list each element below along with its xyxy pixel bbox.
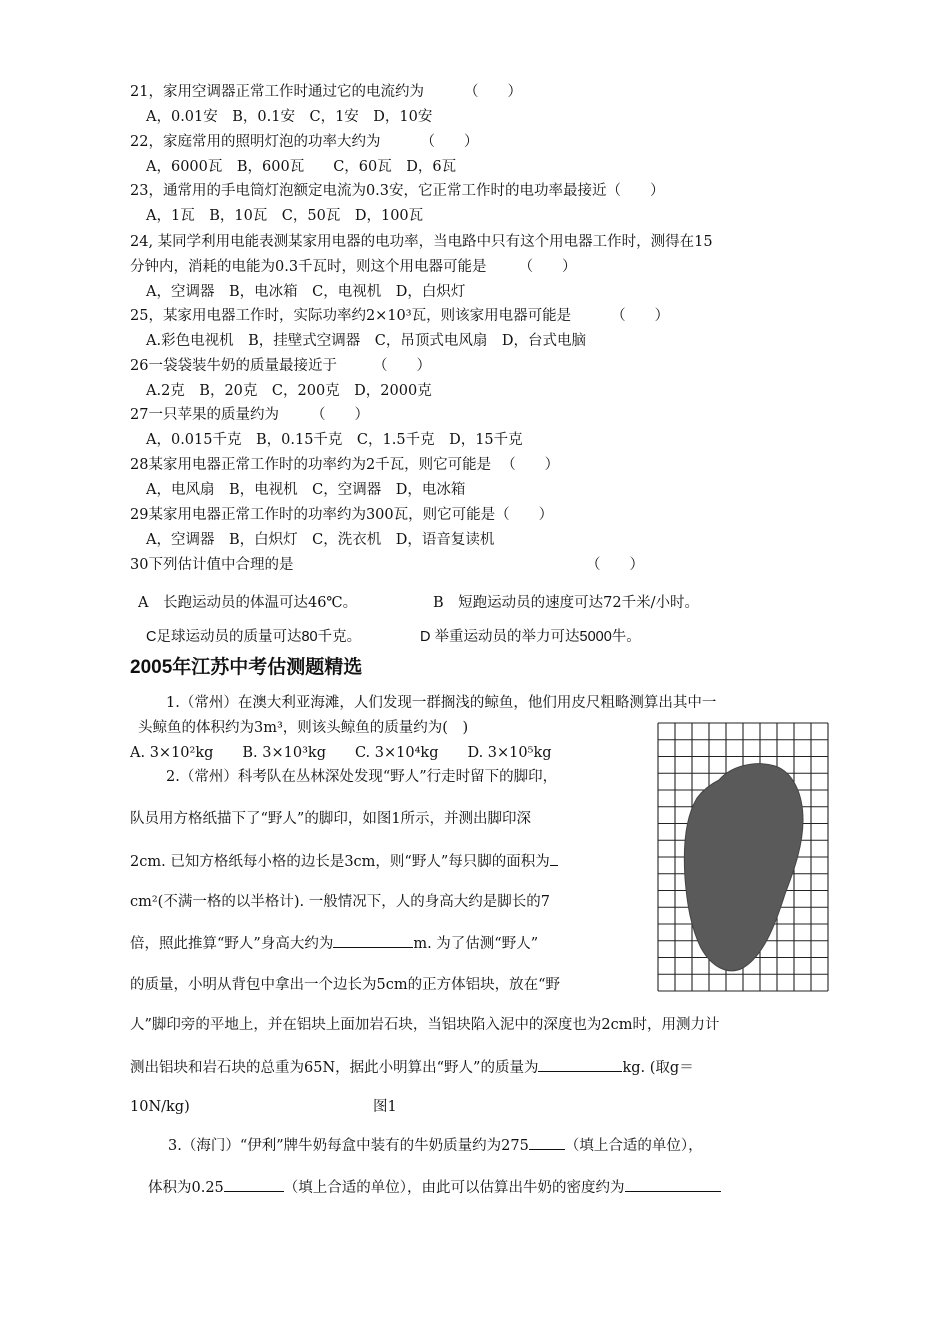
section-title: 2005年江苏中考估测题精选 — [130, 657, 363, 678]
p2-line9: 10N/kg) — [130, 1099, 190, 1115]
q22-stem: 22，家庭常用的照明灯泡的功率大约为 （ ） — [130, 134, 479, 150]
p2-line3: 2cm. 已知方格纸每小格的边长是3cm，则“野人”每只脚的面积为 — [130, 851, 558, 872]
footprint-grid-figure — [657, 722, 829, 992]
answer-paren: （ ） — [310, 407, 369, 423]
q26-stem: 26一袋袋装牛奶的质量最接近于 （ ） — [130, 358, 431, 374]
q26-options: A.2克 B，20克 C，200克 D，2000克 — [146, 383, 432, 399]
q30-option-d: D 举重运动员的举力可达5000牛。 — [420, 629, 641, 645]
p2-line5: 倍，照此推算“野人”身高大约为 m. 为了估测“野人” — [130, 933, 538, 954]
q21-options: A，0.01安 B，0.1安 C，1安 D，10安 — [146, 109, 433, 125]
q24-stem-line2: 分钟内，消耗的电能为0.3千瓦时，则这个用电器可能是 （ ） — [130, 259, 577, 275]
answer-blank[interactable] — [625, 1177, 721, 1192]
q24-options: A，空调器 B，电冰箱 C，电视机 D，白炽灯 — [146, 284, 466, 300]
q28-options: A，电风扇 B，电视机 C，空调器 D，电冰箱 — [146, 482, 466, 498]
p3-line2: 体积为0.25 （填上合适的单位），由此可以估算出牛奶的密度约为 — [148, 1177, 721, 1198]
q28-stem: 28某家用电器正常工作时的功率约为2千瓦，则它可能是 （ ） — [130, 457, 560, 473]
p2-line6: 的质量，小明从背包中拿出一个边长为5cm的正方体铝块，放在“野 — [130, 977, 561, 993]
q22-options: A，6000瓦 B，600瓦 C，60瓦 D，6瓦 — [146, 159, 457, 175]
p2-line1: 2.（常州）科考队在丛林深处发现“野人”行走时留下的脚印， — [166, 769, 558, 785]
answer-paren: （ ） — [463, 84, 522, 100]
answer-paren: （ ） — [420, 134, 479, 150]
q23-options: A，1瓦 B，10瓦 C，50瓦 D，100瓦 — [146, 208, 424, 224]
answer-blank[interactable] — [550, 851, 558, 866]
q25-stem: 25，某家用电器工作时，实际功率约2×10³瓦，则该家用电器可能是 （ ） — [130, 308, 670, 324]
q29-options: A，空调器 B，白炽灯 C，洗衣机 D，语音复读机 — [146, 532, 495, 548]
answer-blank[interactable] — [224, 1177, 284, 1192]
answer-blank[interactable] — [529, 1135, 565, 1150]
q30-option-b: B 短跑运动员的速度可达72千米/小时。 — [433, 595, 699, 611]
answer-paren: （ ） — [501, 457, 560, 473]
q30-option-c: C足球运动员的质量可达80千克。 — [146, 629, 362, 645]
p1-line2: 头鲸鱼的体积约为3m³，则该头鲸鱼的质量约为( ) — [138, 720, 469, 736]
p2-line4: cm²(不满一格的以半格计). 一般情况下，人的身高大约是脚长的7 — [130, 894, 550, 910]
answer-paren: （ ） — [518, 259, 577, 275]
p3-line1: 3.（海门）“伊利”牌牛奶每盒中装有的牛奶质量约为275 （填上合适的单位）， — [168, 1135, 703, 1156]
figure-caption: 图1 — [373, 1099, 397, 1115]
p1-options: A. 3×10²kg B. 3×10³kg C. 3×10⁴kg D. 3×10⁵kg — [130, 745, 552, 761]
p2-line2: 队员用方格纸描下了“野人”的脚印，如图1所示，并测出脚印深 — [130, 811, 532, 827]
footprint-shape — [684, 764, 803, 971]
q23-stem: 23，通常用的手电筒灯泡额定电流为0.3安，它正常工作时的电功率最接近（ ） — [130, 183, 665, 199]
q21-stem: 21，家用空调器正常工作时通过它的电流约为 （ ） — [130, 84, 522, 100]
answer-blank[interactable] — [333, 933, 413, 948]
p2-line7: 人”脚印旁的平地上，并在铝块上面加岩石块，当铝块陷入泥中的深度也为2cm时，用测力计 — [130, 1017, 720, 1033]
answer-paren: （ ） — [586, 557, 644, 573]
q29-stem: 29某家用电器正常工作时的功率约为300瓦，则它可能是（ ） — [130, 507, 554, 523]
p1-line1: 1.（常州）在澳大利亚海滩，人们发现一群搁浅的鲸鱼，他们用皮尺粗略测算出其中一 — [166, 695, 717, 711]
q30-option-a: A 长跑运动员的体温可达46℃。 — [138, 595, 358, 611]
answer-paren: （ ） — [372, 358, 431, 374]
answer-blank[interactable] — [538, 1057, 622, 1072]
q24-stem-line1: 24, 某同学利用电能表测某家用电器的电功率，当电路中只有这个用电器工作时，测得在15 — [130, 234, 713, 250]
q30-stem: 30下列估计值中合理的是 — [130, 557, 294, 573]
q27-stem: 27一只苹果的质量约为 （ ） — [130, 407, 369, 423]
answer-paren: （ ） — [611, 308, 670, 324]
q25-options: A.彩色电视机 B，挂壁式空调器 C，吊顶式电风扇 D，台式电脑 — [146, 333, 586, 349]
p2-line8: 测出铝块和岩石块的总重为65N，据此小明算出“野人”的质量为 kg. (取g＝ — [130, 1057, 694, 1078]
q27-options: A，0.015千克 B，0.15千克 C，1.5千克 D，15千克 — [146, 432, 523, 448]
